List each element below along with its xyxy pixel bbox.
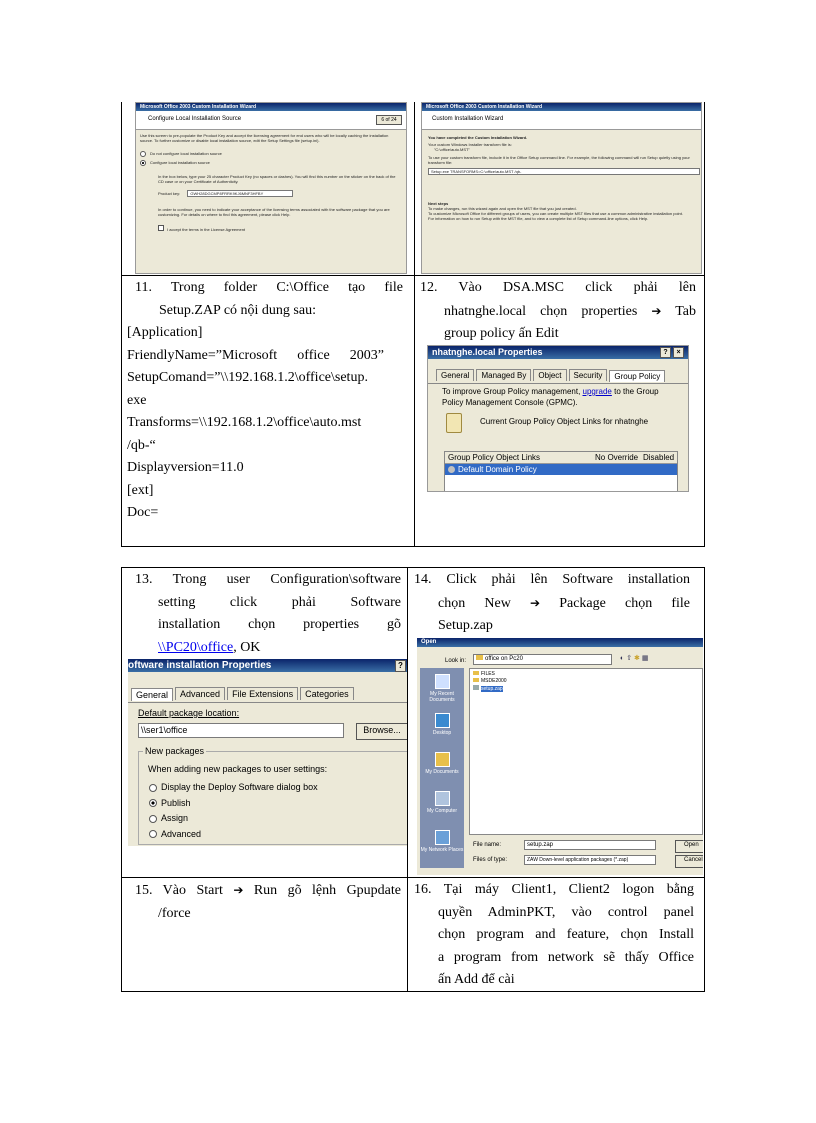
opt-assign: Assign xyxy=(161,813,189,823)
upgrade-link[interactable]: upgrade xyxy=(582,387,612,396)
tab-sip-advanced[interactable]: Advanced xyxy=(175,687,225,700)
folder-icon xyxy=(473,671,479,675)
gpmc-info xyxy=(442,386,672,408)
gpmc-info-b: to the Group Policy Management Console (GPMC). xyxy=(442,387,659,407)
wizard-screenshot-complete xyxy=(421,102,702,274)
wizard-header: Configure Local Installation Source xyxy=(148,116,242,122)
open-title: Open xyxy=(417,638,703,647)
place-computer-label: My Computer xyxy=(426,808,457,814)
folder-icon xyxy=(473,678,479,682)
wizard-intro: Use this screen to pre-populate the Product Key and accept the licensing agreement for end users who will be locally caching the installation source. To further customize or disable local installation source, edit the Setup Settings file (setup.ini). xyxy=(140,133,389,143)
gpo-icon xyxy=(448,466,455,473)
step-16-line-2: quyền AdminPKT, vào control panel xyxy=(438,904,694,920)
wizard2-next: Next steps xyxy=(428,201,449,206)
file-item[interactable] xyxy=(473,685,702,693)
radio-publish[interactable] xyxy=(149,799,157,807)
tab-sip-file-extensions[interactable]: File Extensions xyxy=(227,687,298,700)
col-disabled[interactable]: Disabled xyxy=(643,453,675,462)
code-line-3: SetupComand=”\\192.168.1.2\office\setup. xyxy=(127,370,368,385)
wizard2-header: Custom Installation Wizard xyxy=(432,116,504,122)
step-13-line-3: installation chọn properties gõ xyxy=(158,617,401,632)
place-recent[interactable] xyxy=(420,668,464,707)
step-16-line-4: a program from network sẽ thấy Office xyxy=(438,949,694,965)
place-documents-label: My Documents xyxy=(425,769,459,775)
col-links[interactable]: Group Policy Object Links xyxy=(448,453,541,462)
wizard2-done: You have completed the Custom Installation Wizard. xyxy=(428,135,528,140)
code-line-1: [Application] xyxy=(127,325,203,340)
tab-general[interactable]: General xyxy=(436,369,474,381)
table-2-row-line xyxy=(121,877,705,878)
nav-toolbar xyxy=(620,654,648,664)
wizard2-t2: "C:\office\auto.MST" xyxy=(434,147,470,152)
tab-security[interactable]: Security xyxy=(569,369,608,381)
step-13 xyxy=(127,569,401,659)
sip-help-icon[interactable]: ? xyxy=(395,660,406,672)
step-11-line-2: Setup.ZAP có nội dung sau: xyxy=(159,302,316,318)
network-icon xyxy=(435,830,450,845)
accept-label: I accept the terms in the License Agreement xyxy=(167,227,246,232)
col-no-override[interactable]: No Override xyxy=(595,453,639,462)
up-folder-icon[interactable]: ⇧ xyxy=(626,655,633,662)
tab-managed-by[interactable]: Managed By xyxy=(476,369,531,381)
opt-display-deploy: Display the Deploy Software dialog box xyxy=(161,782,318,792)
new-packages-title: New packages xyxy=(145,746,205,756)
step-15-line-1b: Run gõ lệnh Gpupdate xyxy=(253,883,402,898)
code-line-6: /qb-“ xyxy=(127,437,156,453)
arrow-right-icon: ➔ xyxy=(529,595,541,610)
file-item-label: setup.zap xyxy=(481,686,503,692)
step-16-line-1: 16. Tại máy Client1, Client2 logon bằng xyxy=(414,882,694,897)
place-network-label: My Network Places xyxy=(420,847,464,853)
place-computer[interactable] xyxy=(420,785,464,824)
file-item-label: MSDE2000 xyxy=(481,678,507,684)
wizard2-n3: For information on how to run Setup with the MST file, and to view a complete list of Setup command-line options, click Help. xyxy=(428,216,649,221)
place-recent-label: My Recent Documents xyxy=(429,691,455,703)
wizard-title: Microsoft Office 2003 Custom Installation Wizard xyxy=(136,103,406,111)
code-line-4: exe xyxy=(127,392,147,408)
file-name-input[interactable]: setup.zap xyxy=(524,840,656,850)
file-type-label: Files of type: xyxy=(473,857,508,863)
tab-object[interactable]: Object xyxy=(533,369,566,381)
opt-advanced: Advanced xyxy=(161,828,202,839)
step-12-line-2a: nhatnghe.local chọn properties xyxy=(444,303,638,319)
wizard2-t3: To use your custom transform file, include it in the Office Setup command line. For example, the following command will run Setup quietly using your transform file: xyxy=(428,155,690,165)
key-input[interactable]: GWH28DGCMP8FRRK9KJ6MNF3HFBY xyxy=(187,190,293,197)
sip-location-label: Default package location: xyxy=(138,708,240,718)
step-16-line-5: ấn Add để cài xyxy=(438,972,515,987)
radio-advanced[interactable] xyxy=(149,830,157,838)
places-bar xyxy=(420,668,464,868)
help-icon[interactable]: ? xyxy=(660,347,671,358)
step-13-line-1: 13. Trong user Configuration\software xyxy=(135,572,401,587)
step-14-line-2b: Package chọn file xyxy=(559,595,691,611)
share-path-link[interactable]: \\PC20\office xyxy=(158,639,234,655)
step-11 xyxy=(127,277,407,525)
sip-title: oftware installation Properties xyxy=(128,660,272,671)
computer-icon xyxy=(435,791,450,806)
zap-file-icon xyxy=(473,685,479,690)
tab-sip-categories[interactable]: Categories xyxy=(300,687,354,700)
tab-group-policy[interactable]: Group Policy xyxy=(609,370,665,382)
radio-display-deploy[interactable] xyxy=(149,784,157,792)
wizard2-cmd[interactable]: Setup.exe TRANSFORMS=C:\office\auto.MST /qb- xyxy=(428,168,700,175)
wizard-screenshot-local-source xyxy=(135,102,407,274)
new-packages-group xyxy=(138,746,407,845)
look-in-select[interactable] xyxy=(473,654,612,665)
new-packages-desc: When adding new packages to user settings: xyxy=(148,764,328,774)
step-13-line-2: setting click phải Software xyxy=(158,594,401,610)
file-item[interactable] xyxy=(473,671,702,678)
code-line-5: Transforms=\\192.168.1.2\office\auto.mst xyxy=(127,415,362,430)
wizard2-title: Microsoft Office 2003 Custom Installation Wizard xyxy=(422,103,701,111)
step-14-line-2a: chọn New xyxy=(438,595,511,611)
step-15 xyxy=(127,879,401,925)
step-12 xyxy=(420,277,696,346)
gpo-row-label: Default Domain Policy xyxy=(458,465,537,474)
step-14 xyxy=(414,569,690,638)
key-help: In the box below, type your 25 character Product Key (no spaces or dashes). You will find this number on the sticker on the back of the CD case or on your Certificate of Authenticity. xyxy=(158,174,396,184)
table-2-divider xyxy=(407,567,408,992)
wizard2-t1: Your custom Windows Installer transform file is: xyxy=(428,142,512,147)
wizard2-n2: To customize Microsoft Office for different groups of users, you can create multiple MST files that use a common administrative installation point. xyxy=(428,211,684,216)
tab-sip-general[interactable]: General xyxy=(131,688,173,701)
code-line-8: [ext] xyxy=(127,482,154,498)
documents-icon xyxy=(435,752,450,767)
properties-title: nhatnghe.local Properties xyxy=(432,347,543,357)
step-14-line-3: Setup.zap xyxy=(438,618,493,633)
step-15-line-1a: 15. Vào Start xyxy=(135,883,223,898)
back-icon[interactable]: ◐ xyxy=(620,655,625,662)
browse-button[interactable]: Browse... xyxy=(356,723,407,740)
step-16-line-3: chọn program and feature, chọn Install xyxy=(438,927,694,942)
look-in-value: office on Pc20 xyxy=(485,656,523,662)
scroll-icon xyxy=(446,413,462,433)
step-14-line-1: 14. Click phải lên Software installation xyxy=(414,572,690,587)
radio-assign[interactable] xyxy=(149,815,157,823)
step-15-line-2: /force xyxy=(158,905,191,921)
accept-checkbox[interactable] xyxy=(158,225,164,231)
recent-icon xyxy=(435,674,450,689)
desktop-icon xyxy=(435,713,450,728)
wizard2-n1: To make changes, run this wizard again and open the MST file that you just created. xyxy=(428,206,577,211)
gpo-row[interactable] xyxy=(445,464,677,475)
step-16 xyxy=(414,879,694,992)
wizard-page-indicator[interactable]: 6 of 24 xyxy=(376,115,402,125)
place-desktop[interactable] xyxy=(420,707,464,746)
radio-no-local-source[interactable] xyxy=(140,151,146,157)
place-desktop-label: Desktop xyxy=(432,730,452,736)
file-list xyxy=(469,668,703,835)
arrow-right-icon: ➔ xyxy=(651,303,662,318)
views-icon[interactable]: ▦ xyxy=(641,655,649,662)
close-icon[interactable]: × xyxy=(673,347,684,358)
step-13-tail: , OK xyxy=(233,639,261,655)
opt-no-local-label: Do not configure local installation source xyxy=(150,151,222,157)
look-in-label: Look in: xyxy=(445,658,467,664)
code-line-2: FriendlyName=”Microsoft office 2003” xyxy=(127,347,384,363)
opt-publish: Publish xyxy=(161,797,191,808)
new-folder-icon[interactable]: ✱ xyxy=(634,655,640,662)
code-line-7: Displayversion=11.0 xyxy=(127,460,244,475)
step-12-line-3: group policy ấn Edit xyxy=(444,326,559,341)
place-network[interactable] xyxy=(420,824,464,863)
file-item[interactable] xyxy=(473,678,702,685)
current-links-label: Current Group Policy Object Links for nhatnghe xyxy=(480,417,649,426)
step-12-line-1: 12. Vào DSA.MSC click phải lên xyxy=(420,280,696,295)
table-1-row-line xyxy=(121,275,705,276)
gpmc-info-a: To improve Group Policy management, xyxy=(442,387,583,396)
open-button[interactable]: Open xyxy=(675,840,703,853)
open-dialog-screenshot xyxy=(417,638,703,875)
opt-local-label: Configure local installation source xyxy=(150,160,210,166)
table-1-divider xyxy=(414,102,415,547)
code-line-9: Doc= xyxy=(127,505,159,520)
file-type-select[interactable]: ZAW Down-level application packages (*.zap) xyxy=(524,855,656,865)
folder-icon xyxy=(476,655,483,660)
license-help: In order to continue, you need to indicate your acceptance of the licensing terms associated with the software package that you are customizing. For details on where to find this agreement, please click Help. xyxy=(158,207,390,217)
sip-location-input[interactable]: \\ser1\office xyxy=(138,723,344,738)
step-11-line-1: 11. Trong folder C:\Office tạo file xyxy=(135,280,403,295)
step-12-line-2b: Tab xyxy=(675,303,697,319)
domain-properties-screenshot xyxy=(427,345,689,492)
place-documents[interactable] xyxy=(420,746,464,785)
radio-local-source[interactable] xyxy=(140,160,146,166)
software-installation-properties-screenshot xyxy=(128,659,407,846)
arrow-right-icon: ➔ xyxy=(233,883,244,897)
file-item-label: FILES xyxy=(481,671,495,677)
file-name-label: File name: xyxy=(473,842,502,848)
key-label: Product key: xyxy=(158,191,181,196)
cancel-button[interactable]: Cancel xyxy=(675,855,703,868)
